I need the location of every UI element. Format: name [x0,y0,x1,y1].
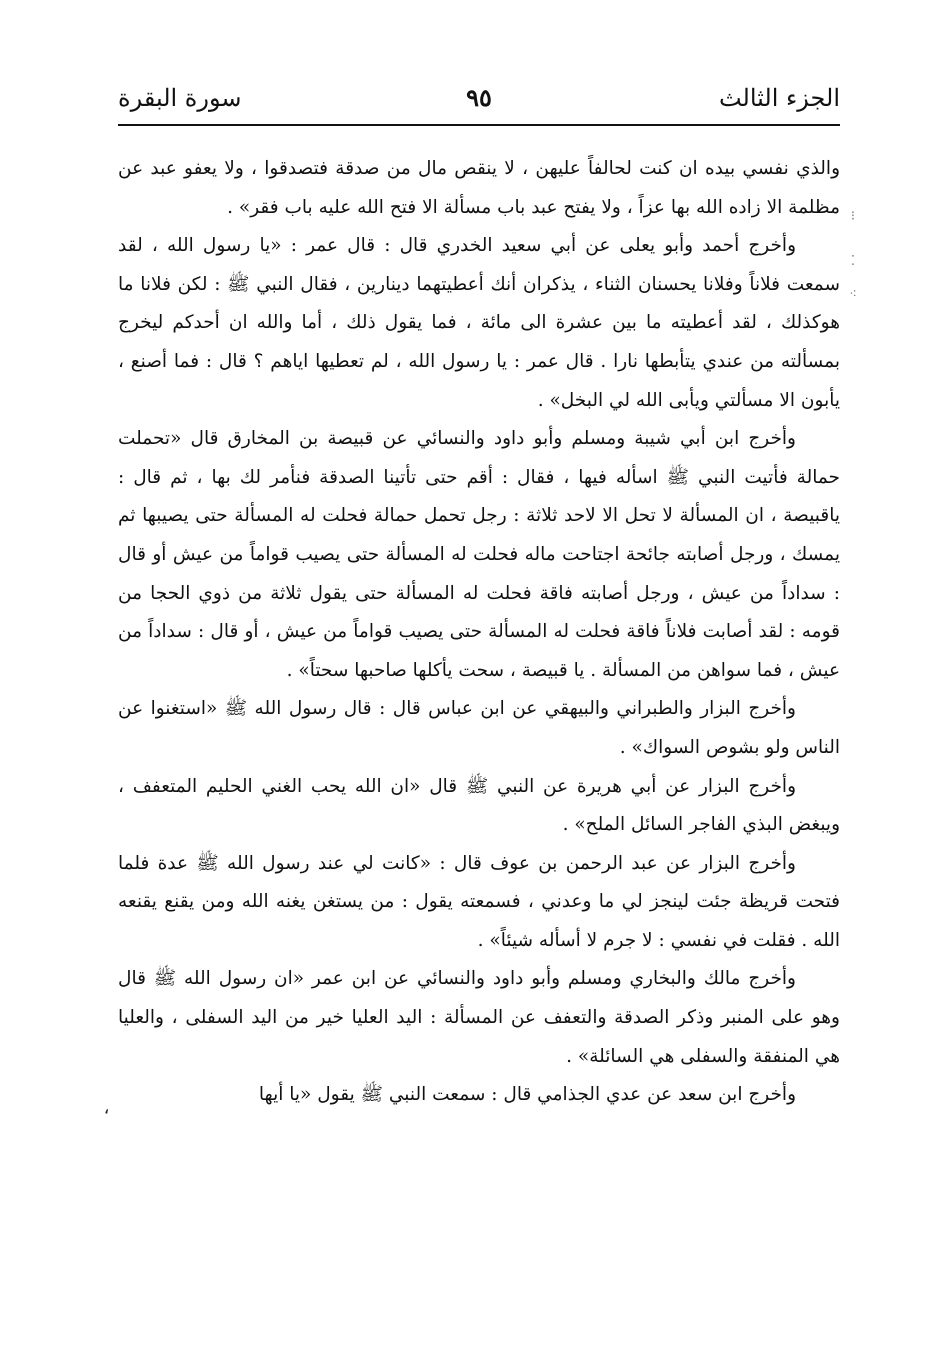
paragraph: وأخرج ابن سعد عن عدي الجذامي قال : سمعت النبي ﷺ يقول «يا أيها [258,1084,796,1106]
part-title: الجزء الثالث [718,84,840,112]
margin-smudge: ⁚ [850,254,856,269]
body-text [118,150,840,1115]
margin-smudge: ⁝ [850,209,856,224]
paragraph: وأخرج البزار عن أبي هريرة عن النبي ﷺ قال «ان الله يحب الغني الحليم المتعفف ، ويبغض البذي الفاجر السائل الملح» . [118,775,840,836]
margin-smudge: ⁖ [849,287,857,302]
surah-title: سورة البقرة [118,84,242,112]
header-rule [118,124,840,126]
paragraph: وأخرج البزار عن عبد الرحمن بن عوف قال : «كانت لي عند رسول الله ﷺ عدة فلما فتحت قريظة جئت لينجز لي ما وعدني ، فسمعته يقول : من يستغن يغنه الله ومن يقنع يقنعه الله . فقلت في نفسي : لا جرم لا أسأله شيئاً» . [118,852,840,951]
margin-dot: ʻ [104,1106,110,1127]
paragraph: وأخرج ابن أبي شيبة ومسلم وأبو داود والنسائي عن قبيصة بن المخارق قال «تحملت حمالة فأتيت النبي ﷺ اسأله فيها ، فقال : أقم حتى تأتينا الصدقة فنأمر لك بها ، ثم قال : ياقبيصة ، ان المسألة لا تحل الا لاحد ثلاثة : رجل تحمل حمالة فحلت له المسألة حتى يصيبها ثم يمسك ، ورجل أصابته جائحة اجتاحت ماله فحلت له المسألة حتى يصيب قواماً من عيش أو قال : سداداً من عيش ، ورجل أصابته فاقة فحلت له المسألة حتى يقول ثلاثة من ذوي الحجا من قومه : لقد أصابت فلاناً فاقة فحلت له المسألة حتى يصيب قواماً من عيش ، أو قال : سداداً من عيش ، فما سواهن من المسألة . يا قبيصة ، سحت يأكلها صاحبها سحتاً» . [118,428,840,681]
page-number: ٩٥ [466,83,492,112]
paragraph: وأخرج مالك والبخاري ومسلم وأبو داود والنسائي عن ابن عمر «ان رسول الله ﷺ قال وهو على المنبر وذكر الصدقة والتعفف عن المسألة : اليد العليا خير من اليد السفلى ، والعليا هي المنفقة والسفلى هي السائلة» . [118,968,840,1067]
paragraph: والذي نفسي بيده ان كنت لحالفاً عليهن ، لا ينقص مال من صدقة فتصدقوا ، ولا يعفو عبد عن مظلمة الا زاده الله بها عزاً ، ولا يفتح عبد باب مسألة الا فتح الله عليه باب فقر» . [118,158,840,218]
paragraph: وأخرج البزار والطبراني والبيهقي عن ابن عباس قال : قال رسول الله ﷺ «استغنوا عن الناس ولو بشوص السواك» . [118,698,840,758]
paragraph: وأخرج أحمد وأبو يعلى عن أبي سعيد الخدري قال : قال عمر : «يا رسول الله ، لقد سمعت فلاناً وفلانا يحسنان الثناء ، يذكران أنك أعطيتهما دينارين ، فقال النبي ﷺ : لكن فلانا ما هوكذلك ، لقد أعطيته ما بين عشرة الى مائة ، فما يقول ذلك ، أما والله ان أحدكم ليخرج بمسألته من عندي يتأبطها نارا . قال عمر : يا رسول الله ، لم تعطيها اياهم ؟ قال : فما أصنع ، يأبون الا مسألتي ويأبى الله لي البخل» . [118,235,840,411]
running-header [118,78,840,118]
